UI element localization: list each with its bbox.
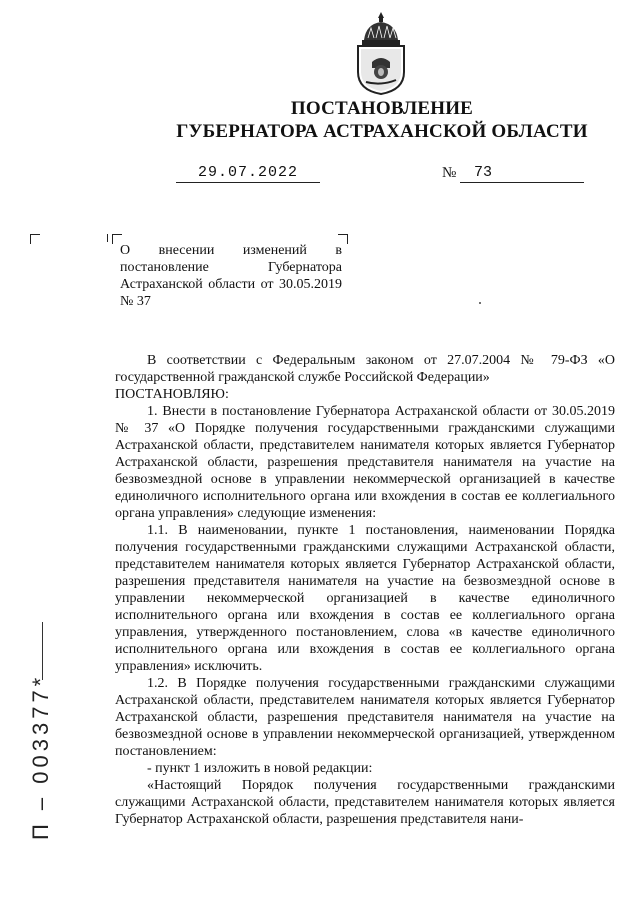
clause-1-2-item: - пункт 1 изложить в новой редакции: <box>147 761 373 776</box>
scan-speck <box>479 302 481 304</box>
preamble-paragraph: В соответствии с Федеральным законом от 27.07.2004 № 79-ФЗ «О государственной гражданской службе Российской Федерации» <box>115 353 615 385</box>
document-title: ПОСТАНОВЛЕНИЕ <box>290 98 474 119</box>
clause-1-2-quote: «Настоящий Порядок получения государственными гражданскими служащими Астраханской области, представителем нанимателя которых является Губернатор Астраханской области, разрешения представителя нани- <box>115 778 615 827</box>
clause-1: 1. Внести в постановление Губернатора Астраханской области от 30.05.2019 № 37 «О Порядке получения государственными гражданскими служащими Астраханской области, представителем нанимателя которых является Губернатор Астраханской области, разрешения представителя нанимателя на участие на безвозмездной основе в управлении некоммерческой организацией в качестве единоличного исполнительного органа или вхождения в состав ее коллегиального органа управления» следующие изменения: <box>115 404 615 521</box>
document-body <box>115 352 615 828</box>
clause-1-1: 1.1. В наименовании, пункте 1 постановления, наименовании Порядка получения государственными гражданскими служащими Астраханской области, представителем нанимателя которых является Губернатор Астраханской области, разрешения представителя нанимателя на участие на безвозмездной основе в управлении некоммерческой организацией в качестве единоличного исполнительного органа или вхождения в состав ее коллегиального органа управления, утвержденного постановлением, слова «в качестве единоличного исполнительного органа или вхождения в состав ее коллегиального органа управления» исключить. <box>115 523 615 674</box>
number-sign: № <box>442 165 457 181</box>
document-number: 73 <box>474 164 493 181</box>
document-issuer: ГУБЕРНАТОРА АСТРАХАНСКОЙ ОБЛАСТИ <box>176 121 588 142</box>
coat-of-arms-emblem <box>352 10 410 96</box>
corner-tick <box>107 234 108 242</box>
registration-code: П – 003377* <box>28 673 53 840</box>
document-date: 29.07.2022 <box>176 164 320 183</box>
margin-line <box>42 622 43 680</box>
resolve-word: ПОСТАНОВЛЯЮ: <box>115 387 229 402</box>
corner-mark-left <box>30 234 40 244</box>
clause-1-2: 1.2. В Порядке получения государственными гражданскими служащими Астраханской области, представителем нанимателя которых является Губернатор Астраханской области, разрешения представителя нанимателя на участие на безвозмездной основе в управлении некоммерческой организацией, утвержденном постановлением: <box>115 676 615 759</box>
document-subject: О внесении изменений в постановление Губернатора Астраханской области от 30.05.2019 № 37 <box>120 243 342 309</box>
document-number-field <box>460 164 584 183</box>
